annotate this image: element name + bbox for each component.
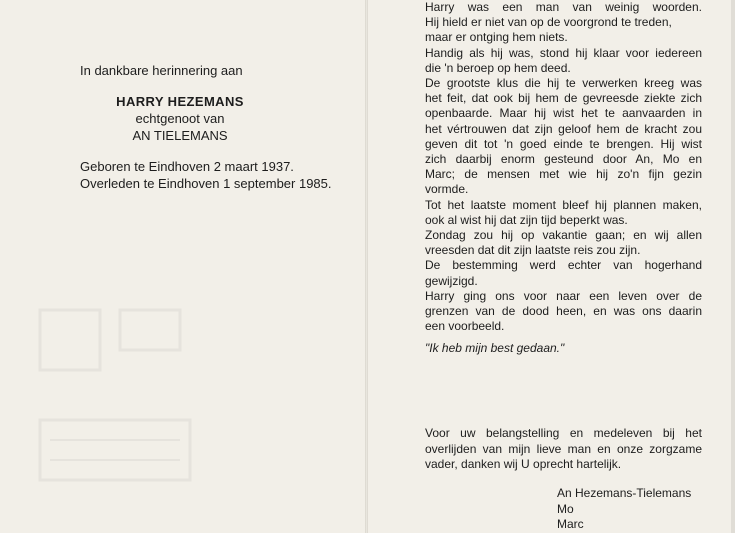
card-right-edge — [731, 0, 735, 533]
text-line: die 'n beroep op hem deed. — [425, 60, 571, 75]
signature-name: Mo — [557, 501, 574, 516]
text-line: vormde. — [425, 182, 469, 197]
signatures-block — [557, 486, 691, 533]
thanks-text — [425, 426, 702, 473]
text-line: Marc; de mensen met wie hij zo'n fijn gezin — [425, 167, 702, 182]
text-line: zich daarbij enorm gesteund door An, Mo en — [425, 152, 702, 167]
text-line: een voorbeeld. — [425, 319, 505, 334]
dates-block — [80, 158, 340, 192]
thanks-line: Voor uw belangstelling en medeleven bij het — [425, 426, 702, 440]
intro-text: In dankbare herinnering aan — [80, 63, 243, 78]
signature-name: Marc — [557, 517, 584, 531]
text-line: De bestemming werd echter van hogerhand — [425, 258, 702, 273]
text-line: Harry ging ons voor naar een leven over de — [425, 288, 702, 303]
spouse-name: AN TIELEMANS — [132, 128, 228, 143]
thanks-line: overlijden van mijn lieve man en onze zorgzame — [425, 441, 702, 456]
text-line: openbaarde. Maar hij wist het te aanvaarden in — [425, 106, 702, 121]
signature-name: An Hezemans-Tielemans — [557, 486, 692, 500]
text-line: Zondag zou hij op vakantie gaan; en wij allen — [425, 228, 702, 243]
text-line: het vértrouwen dat zijn geloof hem de kracht zou — [425, 121, 702, 136]
faded-emblem-watermark — [30, 300, 200, 490]
text-line: grenzen van de dood heen, en was ons daarin — [425, 304, 702, 319]
text-line: ook al wist hij dat zijn tijd beperkt was. — [425, 212, 628, 227]
text-line: geven dit tot 'n goed einde te brengen. Hij wist — [425, 136, 702, 151]
death-line: Overleden te Eindhoven 1 september 1985. — [80, 176, 332, 191]
thanks-line: vader, danken wij U oprecht hartelijk. — [425, 457, 622, 471]
text-line: Harry was een man van weinig woorden. — [425, 0, 702, 14]
text-line: gewijzigd. — [425, 273, 478, 288]
text-line: het feit, dat ook bij hem de gevreesde ziekte zich — [425, 91, 702, 106]
text-line: maar er ontging hem niets. — [425, 30, 568, 45]
relation-text: echtgenoot van — [135, 111, 225, 126]
text-line: Handig als hij was, stond hij klaar voor iedereen — [425, 45, 702, 60]
text-line: Tot het laatste moment bleef hij plannen maken, — [425, 197, 702, 212]
text-line: Hij hield er niet van op de voorgrond te treden, — [425, 15, 672, 30]
left-panel — [80, 62, 340, 192]
birth-line: Geboren te Eindhoven 2 maart 1937. — [80, 159, 294, 174]
right-panel-text — [425, 0, 702, 334]
deceased-name: HARRY HEZEMANS — [116, 94, 244, 109]
text-line: vreesden dat dit zijn laatste reis zou zijn. — [425, 243, 641, 258]
card-fold-line — [365, 0, 368, 533]
text-line: De grootste klus die hij te verwerken kreeg was — [425, 76, 702, 91]
quote-text: "Ik heb mijn best gedaan." — [425, 341, 565, 355]
